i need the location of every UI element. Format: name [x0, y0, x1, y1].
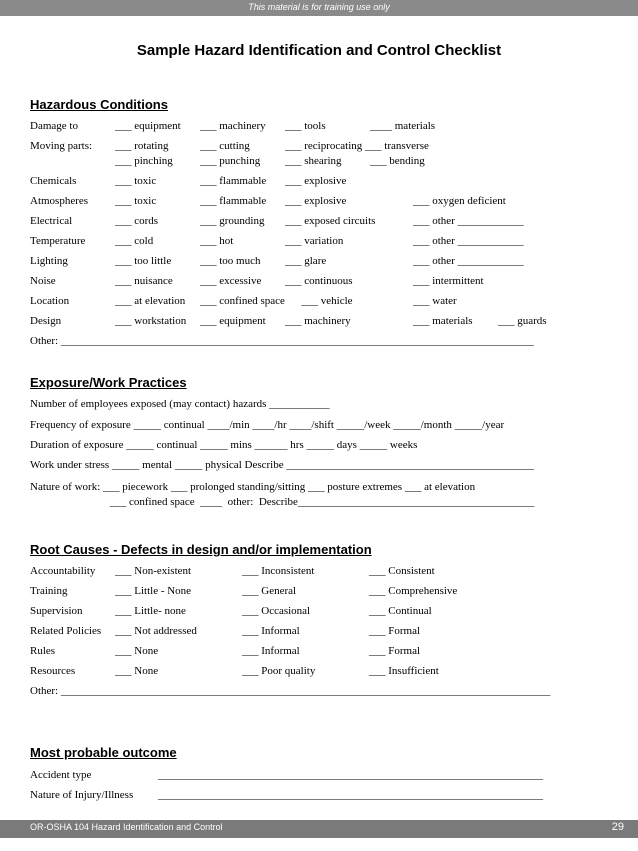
section-hazardous-conditions: Hazardous Conditions [30, 97, 168, 112]
row-label: Rules [30, 645, 56, 657]
checkbox-item: ___ Informal [242, 625, 300, 637]
exposure-line: ___ confined space ____ other: Describe___________________________________________ [30, 496, 535, 508]
checkbox-item: ___ other ____________ [413, 215, 524, 227]
checkbox-item: ___ equipment [115, 120, 181, 132]
checkbox-item: ___ other ____________ [413, 235, 524, 247]
row-label: Atmospheres [30, 195, 89, 207]
row-label: Chemicals [30, 175, 77, 187]
checkbox-item: ___ materials [413, 315, 473, 327]
checkbox-item: ___ Inconsistent [242, 565, 315, 577]
row-label: Accountability [30, 565, 96, 577]
checkbox-item: ___ Informal [242, 645, 300, 657]
checkbox-item: ___ pinching [115, 155, 173, 167]
checkbox-item: ___ exposed circuits [285, 215, 376, 227]
checkbox-item: ___ punching [200, 155, 261, 167]
checkbox-item: ___ workstation [115, 315, 187, 327]
checkbox-item: ___ intermittent [413, 275, 484, 287]
checkbox-item: ___ toxic [115, 195, 157, 207]
other-field: Other: ______________________________________________________________________________________ [30, 335, 534, 347]
training-banner: This material is for training use only [0, 0, 638, 16]
checkbox-item: ___ explosive [285, 195, 347, 207]
row-label: Accident type [30, 769, 92, 781]
checkbox-item: ___ Consistent [369, 565, 435, 577]
checkbox-item: ___ Occasional [242, 605, 311, 617]
checkbox-item: ___ Poor quality [242, 665, 316, 677]
checkbox-item: ___ glare [285, 255, 327, 267]
row-label: Training [30, 585, 68, 597]
exposure-line: Nature of work: ___ piecework ___ prolonged standing/sitting ___ posture extremes ___ at elevation [30, 481, 476, 493]
row-label: Lighting [30, 255, 68, 267]
section-most-probable-outcome: Most probable outcome [30, 745, 177, 760]
other-field: Other: _________________________________________________________________________________________ [30, 685, 551, 697]
checkbox-item: ___ continuous [285, 275, 353, 287]
checkbox-item: ___ flammable [200, 195, 267, 207]
exposure-line: Frequency of exposure _____ continual ____/min ____/hr ____/shift _____/week _____/month _____/year [30, 419, 505, 431]
checkbox-item: ___ shearing [285, 155, 342, 167]
checkbox-item: ___ cutting [200, 140, 250, 152]
checkbox-item: ___ tools [285, 120, 326, 132]
checkbox-item: ___ General [242, 585, 297, 597]
row-label: Moving parts: [30, 140, 93, 152]
checkbox-item: ___ explosive [285, 175, 347, 187]
checkbox-item: ___ oxygen deficient [413, 195, 506, 207]
checkbox-item: ___ Non-existent [115, 565, 192, 577]
checkbox-item: ___ guards [498, 315, 547, 327]
checkbox-item: ___ too little [115, 255, 172, 267]
page-title: Sample Hazard Identification and Control Checklist [136, 42, 502, 59]
checkbox-item: ___ Continual [369, 605, 432, 617]
checkbox-item: ___ Formal [369, 625, 421, 637]
answer-line: ______________________________________________________________________ [158, 789, 543, 801]
checkbox-item: ___ Insufficient [369, 665, 439, 677]
checkbox-item: ___ confined space [200, 295, 285, 307]
checkbox-item: ___ nuisance [115, 275, 173, 287]
checkbox-item: ____ materials [370, 120, 436, 132]
checkbox-item: ___ hot [200, 235, 234, 247]
footer-bar [0, 820, 638, 838]
checkbox-item: ___ machinery [200, 120, 266, 132]
row-label: Damage to [30, 120, 78, 132]
checkbox-item: ___ variation [285, 235, 344, 247]
exposure-line: Work under stress _____ mental _____ physical Describe _____________________________________________ [30, 459, 534, 471]
checkbox-item: ___ other ____________ [413, 255, 524, 267]
row-label: Resources [30, 665, 76, 677]
section-exposure-work-practices: Exposure/Work Practices [30, 375, 187, 390]
checkbox-item: ___ grounding [200, 215, 265, 227]
section-root-causes: Root Causes - Defects in design and/or implementation [30, 542, 372, 557]
checkbox-item: ___ Little- none [115, 605, 186, 617]
checkbox-item: ___ Not addressed [115, 625, 197, 637]
checkbox-item: ___ reciprocating ___ transverse [285, 140, 429, 152]
row-label: Noise [30, 275, 56, 287]
checkbox-item: ___ cold [115, 235, 154, 247]
checkbox-item: ___ vehicle [285, 295, 353, 307]
footer-course-title: OR-OSHA 104 Hazard Identification and Control [30, 822, 223, 832]
row-label: Related Policies [30, 625, 102, 637]
row-label: Electrical [30, 215, 73, 227]
checkbox-item: ___ Comprehensive [369, 585, 458, 597]
row-label: Supervision [30, 605, 83, 617]
checkbox-item: ___ machinery [285, 315, 351, 327]
checkbox-item: ___ water [413, 295, 457, 307]
checkbox-item: ___ at elevation [115, 295, 186, 307]
checkbox-item: ___ Little - None [115, 585, 192, 597]
checkbox-item: ___ cords [115, 215, 159, 227]
checkbox-item: ___ toxic [115, 175, 157, 187]
exposure-line: Number of employees exposed (may contact) hazards ___________ [30, 398, 330, 410]
checkbox-item: ___ too much [200, 255, 261, 267]
answer-line: ______________________________________________________________________ [158, 769, 543, 781]
page-number: 29 [611, 821, 624, 833]
checkbox-item: ___ equipment [200, 315, 266, 327]
row-label: Location [30, 295, 70, 307]
checkbox-item: ___ rotating [115, 140, 169, 152]
exposure-line: Duration of exposure _____ continual _____ mins ______ hrs _____ days _____ weeks [30, 439, 418, 451]
row-label: Nature of Injury/Illness [30, 789, 134, 801]
row-label: Temperature [30, 235, 86, 247]
checkbox-item: ___ Formal [369, 645, 421, 657]
checkbox-item: ___ None [115, 665, 159, 677]
checkbox-item: ___ flammable [200, 175, 267, 187]
checkbox-item: ___ bending [370, 155, 425, 167]
checkbox-item: ___ excessive [200, 275, 262, 287]
checkbox-item: ___ None [115, 645, 159, 657]
row-label: Design [30, 315, 62, 327]
